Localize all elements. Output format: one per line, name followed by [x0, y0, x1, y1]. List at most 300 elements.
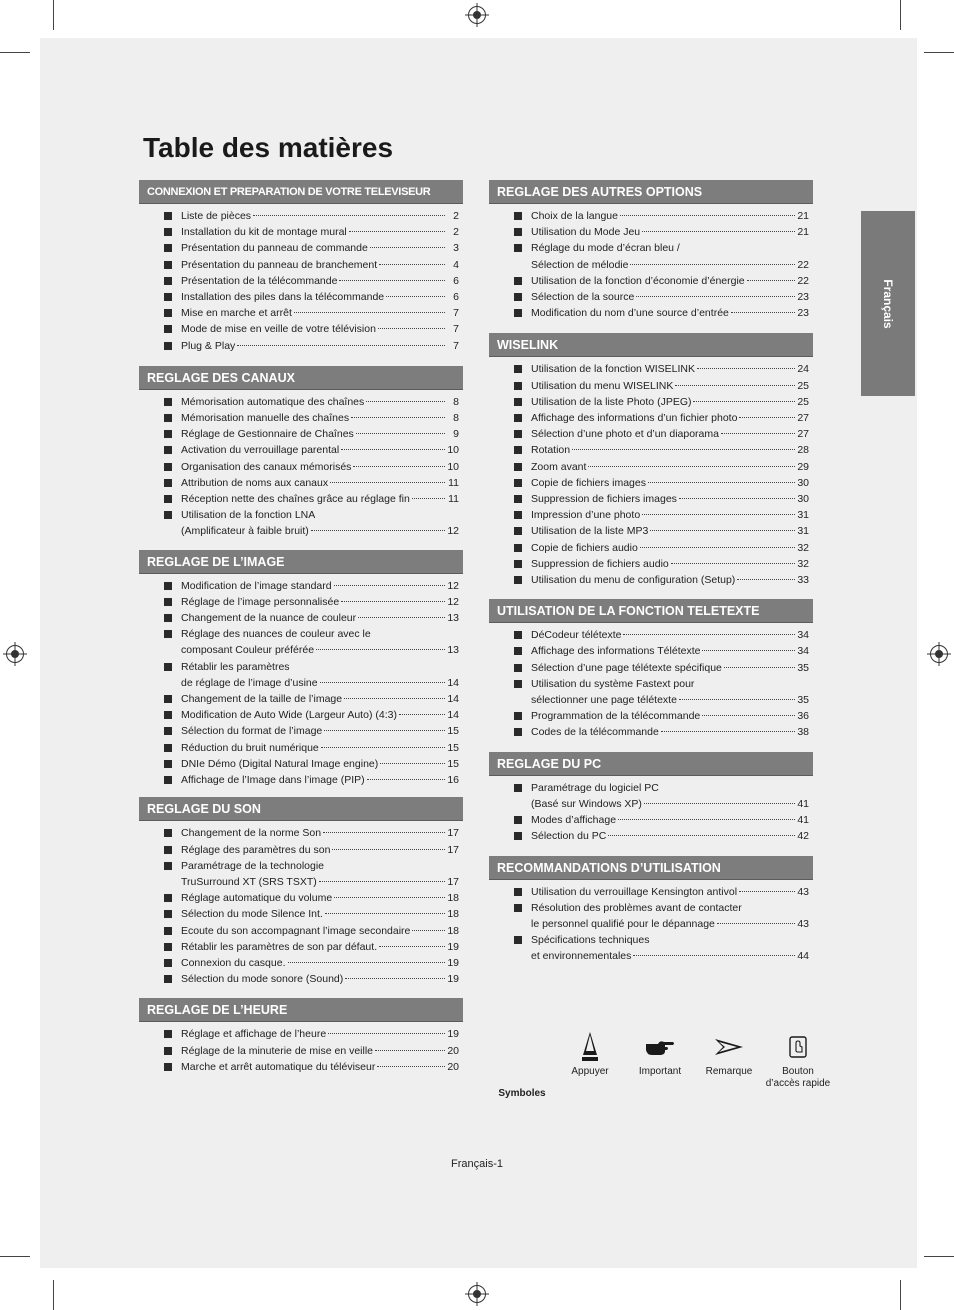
toc-section: [489, 333, 813, 588]
toc-entry: [489, 507, 813, 523]
toc-entry: [489, 394, 813, 410]
dot-leader: [618, 819, 795, 820]
entry-page-number: 14: [447, 676, 459, 689]
entry-text: Sélection d’une photo et d’un diaporama: [531, 428, 719, 441]
entry-page-number: 6: [453, 291, 459, 304]
bullet-icon: [514, 277, 522, 285]
language-tab: [861, 211, 915, 396]
bullet-icon: [514, 544, 522, 552]
language-tab-label: Français: [881, 278, 895, 329]
entry-page-number: 21: [797, 226, 809, 239]
bullet-icon: [164, 1030, 172, 1038]
dot-leader: [341, 601, 445, 602]
entry-page-number: 22: [797, 274, 809, 287]
entry-text: Mémorisation manuelle des chaînes: [181, 412, 350, 425]
bullet-icon: [164, 927, 172, 935]
bullet-icon: [514, 560, 522, 568]
toc-entry: [139, 426, 463, 442]
dot-leader: [379, 264, 445, 265]
toc-entry: [139, 224, 463, 240]
entry-text: Réglage des nuances de couleur avec le: [181, 628, 371, 641]
entry-page-number: 32: [797, 541, 809, 554]
toc-entry: [139, 971, 463, 987]
entry-line: [181, 257, 459, 273]
toc-entry: [489, 572, 813, 588]
entry-text: le personnel qualifié pour le dépannage: [531, 917, 715, 930]
entry-line: [531, 442, 809, 458]
entry-page-number: 14: [447, 693, 459, 706]
toc-entry: [139, 923, 463, 939]
entry-line: [531, 475, 809, 491]
entry-text: Marche et arrêt automatique du téléviseur: [181, 1060, 376, 1073]
toc-section: [139, 550, 463, 789]
entry-line: [531, 556, 809, 572]
section-entries: [489, 776, 813, 845]
dot-leader: [620, 215, 795, 216]
entry-page-number: 41: [797, 814, 809, 827]
entry-line: [531, 572, 809, 588]
entry-line: [181, 642, 459, 658]
section-header: RECOMMANDATIONS D’UTILISATION: [489, 856, 813, 880]
entry-text: Résolution des problèmes avant de contacter: [531, 901, 742, 914]
entry-page-number: 7: [453, 323, 459, 336]
entry-page-number: 24: [797, 363, 809, 376]
crop-mark: [0, 1256, 30, 1257]
dot-leader: [642, 514, 795, 515]
registration-mark-icon: [6, 645, 24, 663]
dot-leader: [237, 345, 445, 346]
toc-entry: [139, 321, 463, 337]
section-entries: [139, 204, 463, 354]
dot-leader: [399, 714, 445, 715]
entry-page-number: 17: [447, 843, 459, 856]
bullet-icon: [514, 430, 522, 438]
bullet-icon: [514, 936, 522, 944]
dot-leader: [675, 385, 795, 386]
entry-page-number: 19: [447, 956, 459, 969]
entry-line: [181, 507, 459, 523]
entry-text: Réception nette des chaînes grâce au réglage fin: [181, 493, 410, 506]
toc-entry: [489, 660, 813, 676]
bullet-icon: [514, 888, 522, 896]
entry-line: [531, 273, 809, 289]
entry-page-number: 10: [447, 444, 459, 457]
bullet-icon: [514, 728, 522, 736]
bullet-icon: [514, 479, 522, 487]
section-header: WISELINK: [489, 333, 813, 357]
page-footer: Français-1: [451, 1158, 503, 1170]
bullet-icon: [164, 894, 172, 902]
dot-leader: [377, 1066, 445, 1067]
entry-page-number: 41: [797, 797, 809, 810]
dot-leader: [332, 849, 445, 850]
entry-line: [181, 338, 459, 354]
toc-entry: [139, 858, 463, 890]
entry-text: Sélection de la source: [531, 291, 635, 304]
entry-page-number: 18: [447, 908, 459, 921]
entry-text: Organisation des canaux mémorisés: [181, 460, 352, 473]
toc-entry: [139, 659, 463, 691]
entry-text: DéCodeur télétexte: [531, 629, 622, 642]
one-touch-button-icon: [764, 1028, 832, 1066]
entry-line: [531, 812, 809, 828]
entry-line: [531, 507, 809, 523]
entry-line: [531, 394, 809, 410]
dot-leader: [370, 247, 445, 248]
bullet-icon: [164, 943, 172, 951]
entry-page-number: 31: [797, 509, 809, 522]
entry-line: [181, 1059, 459, 1075]
entry-text: Réglage de la minuterie de mise en veille: [181, 1044, 374, 1057]
dot-leader: [697, 368, 795, 369]
dot-leader: [721, 433, 795, 434]
symbol-note: Remarque: [698, 1028, 760, 1078]
entry-page-number: 19: [447, 940, 459, 953]
section-entries: [489, 623, 813, 740]
bullet-icon: [514, 904, 522, 912]
entry-line: [531, 708, 809, 724]
toc-entry: [139, 906, 463, 922]
entry-page-number: 36: [797, 710, 809, 723]
entry-line: [531, 627, 809, 643]
entry-line: [181, 394, 459, 410]
dot-leader: [636, 296, 795, 297]
entry-line: [531, 491, 809, 507]
section-header: CONNEXION ET PREPARATION DE VOTRE TELEVISEUR: [139, 180, 463, 204]
dot-leader: [253, 215, 445, 216]
bullet-icon: [514, 712, 522, 720]
crop-mark: [900, 1280, 901, 1310]
entry-text: Installation des piles dans la télécommande: [181, 291, 385, 304]
entry-text: DNIe Démo (Digital Natural Image engine): [181, 757, 379, 770]
toc-entry: [489, 459, 813, 475]
dot-leader: [288, 962, 446, 963]
bullet-icon: [164, 325, 172, 333]
toc-section: [139, 797, 463, 987]
entry-line: [181, 939, 459, 955]
toc-section: [489, 599, 813, 740]
entry-text: Modification du nom d’une source d’entrée: [531, 307, 729, 320]
bullet-icon: [164, 910, 172, 918]
entry-page-number: 34: [797, 629, 809, 642]
entry-page-number: 31: [797, 525, 809, 538]
bullet-icon: [164, 760, 172, 768]
bullet-icon: [164, 463, 172, 471]
dot-leader: [644, 803, 795, 804]
entry-page-number: 17: [447, 827, 459, 840]
entry-page-number: 4: [453, 258, 459, 271]
dot-leader: [702, 650, 795, 651]
toc-entry: [489, 378, 813, 394]
entry-page-number: 7: [453, 307, 459, 320]
bullet-icon: [164, 293, 172, 301]
toc-right-column: [489, 180, 813, 965]
bullet-icon: [514, 832, 522, 840]
toc-entry: [489, 491, 813, 507]
entry-line: [531, 884, 809, 900]
entry-text: Utilisation du système Fastext pour: [531, 677, 695, 690]
entry-page-number: 22: [797, 258, 809, 271]
toc-entry: [139, 723, 463, 739]
entry-text: Sélection d’une page télétexte spécifique: [531, 661, 722, 674]
dot-leader: [386, 296, 445, 297]
entry-page-number: 27: [797, 412, 809, 425]
toc-entry: [139, 338, 463, 354]
dot-leader: [378, 328, 445, 329]
bullet-icon: [164, 1047, 172, 1055]
registration-mark-icon: [930, 645, 948, 663]
toc-entry: [489, 426, 813, 442]
toc-entry: [489, 812, 813, 828]
dot-leader: [412, 498, 445, 499]
entry-line: [181, 475, 459, 491]
bullet-icon: [164, 663, 172, 671]
entry-text: Installation du kit de montage mural: [181, 226, 347, 239]
entry-text: Zoom avant: [531, 460, 587, 473]
dot-leader: [311, 530, 445, 531]
bullet-icon: [514, 463, 522, 471]
bullet-icon: [514, 244, 522, 252]
entry-line: [531, 676, 809, 692]
toc-section: [489, 856, 813, 965]
toc-entry: [489, 224, 813, 240]
entry-line: [531, 692, 809, 708]
bullet-icon: [514, 293, 522, 301]
entry-line: [181, 825, 459, 841]
section-header: REGLAGE DU SON: [139, 797, 463, 821]
entry-text: et environnementales: [531, 950, 632, 963]
entry-text: Mode de mise en veille de votre télévision: [181, 323, 376, 336]
dot-leader: [693, 401, 795, 402]
toc-entry: [139, 825, 463, 841]
entry-line: [531, 378, 809, 394]
section-entries: [139, 821, 463, 987]
bullet-icon: [164, 614, 172, 622]
dot-leader: [739, 417, 795, 418]
entry-text: Plug & Play: [181, 339, 236, 352]
toc-section: [139, 998, 463, 1075]
entry-line: [181, 491, 459, 507]
toc-section: [139, 366, 463, 540]
entry-text: Présentation de la télécommande: [181, 274, 338, 287]
bullet-icon: [164, 598, 172, 606]
toc-entry: [489, 361, 813, 377]
entry-text: TruSurround XT (SRS TSXT): [181, 875, 317, 888]
entry-line: [531, 240, 809, 256]
toc-section: [139, 180, 463, 354]
toc-entry: [489, 289, 813, 305]
dot-leader: [731, 312, 795, 313]
toc-entry: [489, 900, 813, 932]
entry-line: [181, 740, 459, 756]
bullet-icon: [164, 862, 172, 870]
symbols-heading: Symboles: [498, 1088, 546, 1099]
entry-text: Sélection du mode Silence Int.: [181, 908, 323, 921]
entry-text: Réduction du bruit numérique: [181, 741, 319, 754]
crop-mark: [924, 52, 954, 53]
entry-page-number: 35: [797, 661, 809, 674]
entry-line: [531, 305, 809, 321]
entry-page-number: 35: [797, 694, 809, 707]
entry-line: [531, 361, 809, 377]
dot-leader: [341, 449, 445, 450]
entry-page-number: 16: [447, 774, 459, 787]
dot-leader: [367, 779, 445, 780]
dot-leader: [358, 617, 445, 618]
toc-section: [489, 752, 813, 845]
symbol-press: Appuyer: [559, 1028, 621, 1078]
entry-text: Copie de fichiers images: [531, 476, 646, 489]
toc-entry: [489, 627, 813, 643]
toc-entry: [489, 643, 813, 659]
entry-line: [531, 224, 809, 240]
entry-line: [181, 675, 459, 691]
entry-line: [181, 523, 459, 539]
entry-page-number: 23: [797, 307, 809, 320]
toc-entry: [139, 1026, 463, 1042]
entry-text: de réglage de l’image d’usine: [181, 676, 318, 689]
entry-page-number: 20: [447, 1044, 459, 1057]
entry-text: sélectionner une page télétexte: [531, 694, 677, 707]
bullet-icon: [164, 261, 172, 269]
entry-page-number: 6: [453, 274, 459, 287]
entry-text: Présentation du panneau de branchement: [181, 258, 378, 271]
entry-text: Rétablir les paramètres: [181, 660, 290, 673]
entry-text: Changement de la norme Son: [181, 827, 322, 840]
toc-entry: [489, 932, 813, 964]
bullet-icon: [164, 212, 172, 220]
entry-line: [531, 257, 809, 273]
entry-line: [181, 442, 459, 458]
entry-text: Codes de la télécommande: [531, 726, 659, 739]
toc-entry: [139, 475, 463, 491]
toc-entry: [139, 1059, 463, 1075]
entry-line: [181, 410, 459, 426]
entry-page-number: 18: [447, 892, 459, 905]
toc-entry: [139, 289, 463, 305]
dot-leader: [671, 563, 795, 564]
bullet-icon: [164, 829, 172, 837]
section-entries: [139, 1022, 463, 1075]
section-header: REGLAGE DES AUTRES OPTIONS: [489, 180, 813, 204]
dot-leader: [356, 433, 445, 434]
entry-text: Mémorisation automatique des chaînes: [181, 395, 365, 408]
entry-text: Liste de pièces: [181, 210, 252, 222]
entry-page-number: 30: [797, 476, 809, 489]
entry-line: [181, 691, 459, 707]
entry-page-number: 44: [797, 950, 809, 963]
entry-line: [531, 796, 809, 812]
bullet-icon: [164, 511, 172, 519]
bullet-icon: [164, 446, 172, 454]
toc-entry: [139, 273, 463, 289]
entry-line: [181, 756, 459, 772]
entry-page-number: 42: [797, 830, 809, 843]
entry-text: Utilisation de la liste MP3: [531, 525, 649, 538]
entry-line: [181, 707, 459, 723]
entry-text: Réglage de l’image personnalisée: [181, 595, 340, 608]
entry-text: Changement de la taille de l’image: [181, 693, 343, 706]
bullet-icon: [164, 414, 172, 422]
bullet-icon: [514, 228, 522, 236]
entry-text: Affichage des informations d’un fichier photo: [531, 412, 738, 425]
bullet-icon: [164, 479, 172, 487]
toc-entry: [139, 939, 463, 955]
entry-line: [181, 594, 459, 610]
entry-line: [531, 660, 809, 676]
bullet-icon: [514, 309, 522, 317]
entry-page-number: 3: [453, 242, 459, 255]
section-entries: [489, 204, 813, 321]
entry-line: [181, 906, 459, 922]
entry-line: [531, 410, 809, 426]
entry-page-number: 18: [447, 924, 459, 937]
entry-page-number: 12: [447, 579, 459, 592]
entry-page-number: 32: [797, 557, 809, 570]
entry-page-number: 13: [447, 612, 459, 625]
entry-line: [181, 321, 459, 337]
dot-leader: [679, 699, 795, 700]
toc-entry: [139, 626, 463, 658]
entry-line: [181, 289, 459, 305]
symbol-one-touch-button: Bouton d’accès rapide: [764, 1028, 832, 1090]
toc-entry: [489, 305, 813, 321]
toc-entry: [489, 676, 813, 708]
entry-text: Ecoute du son accompagnant l’image secondaire: [181, 924, 411, 937]
entry-page-number: 8: [453, 412, 459, 425]
bullet-icon: [164, 244, 172, 252]
entry-text: Réglage automatique du volume: [181, 892, 333, 905]
dot-leader: [325, 913, 445, 914]
entry-line: [181, 459, 459, 475]
registration-mark-icon: [468, 1285, 486, 1303]
toc-entry: [489, 884, 813, 900]
toc-entry: [139, 1043, 463, 1059]
entry-line: [531, 426, 809, 442]
entry-line: [531, 643, 809, 659]
entry-text: Attribution de noms aux canaux: [181, 476, 329, 489]
toc-entry: [489, 273, 813, 289]
entry-line: [531, 932, 809, 948]
entry-page-number: 38: [797, 726, 809, 739]
entry-page-number: 2: [453, 226, 459, 239]
entry-page-number: 21: [797, 210, 809, 222]
entry-page-number: 11: [448, 476, 459, 489]
dot-leader: [608, 835, 795, 836]
dot-leader: [366, 401, 445, 402]
dot-leader: [640, 547, 795, 548]
dot-leader: [412, 930, 445, 931]
entry-page-number: 12: [447, 525, 459, 538]
entry-line: [181, 923, 459, 939]
entry-line: [181, 224, 459, 240]
bullet-icon: [164, 342, 172, 350]
entry-line: [531, 916, 809, 932]
entry-text: Mise en marche et arrêt: [181, 307, 292, 320]
dot-leader: [380, 763, 445, 764]
entry-text: Activation du verrouillage parental: [181, 444, 340, 457]
bullet-icon: [164, 398, 172, 406]
entry-text: (Amplificateur à faible bruit): [181, 525, 309, 538]
dot-leader: [351, 417, 445, 418]
toc-entry: [139, 257, 463, 273]
entry-text: Connexion du casque.: [181, 956, 286, 969]
section-entries: [139, 390, 463, 540]
dot-leader: [650, 530, 795, 531]
entry-text: Utilisation de la fonction d’économie d’énergie: [531, 274, 745, 287]
bullet-icon: [164, 430, 172, 438]
crop-mark: [53, 0, 54, 30]
